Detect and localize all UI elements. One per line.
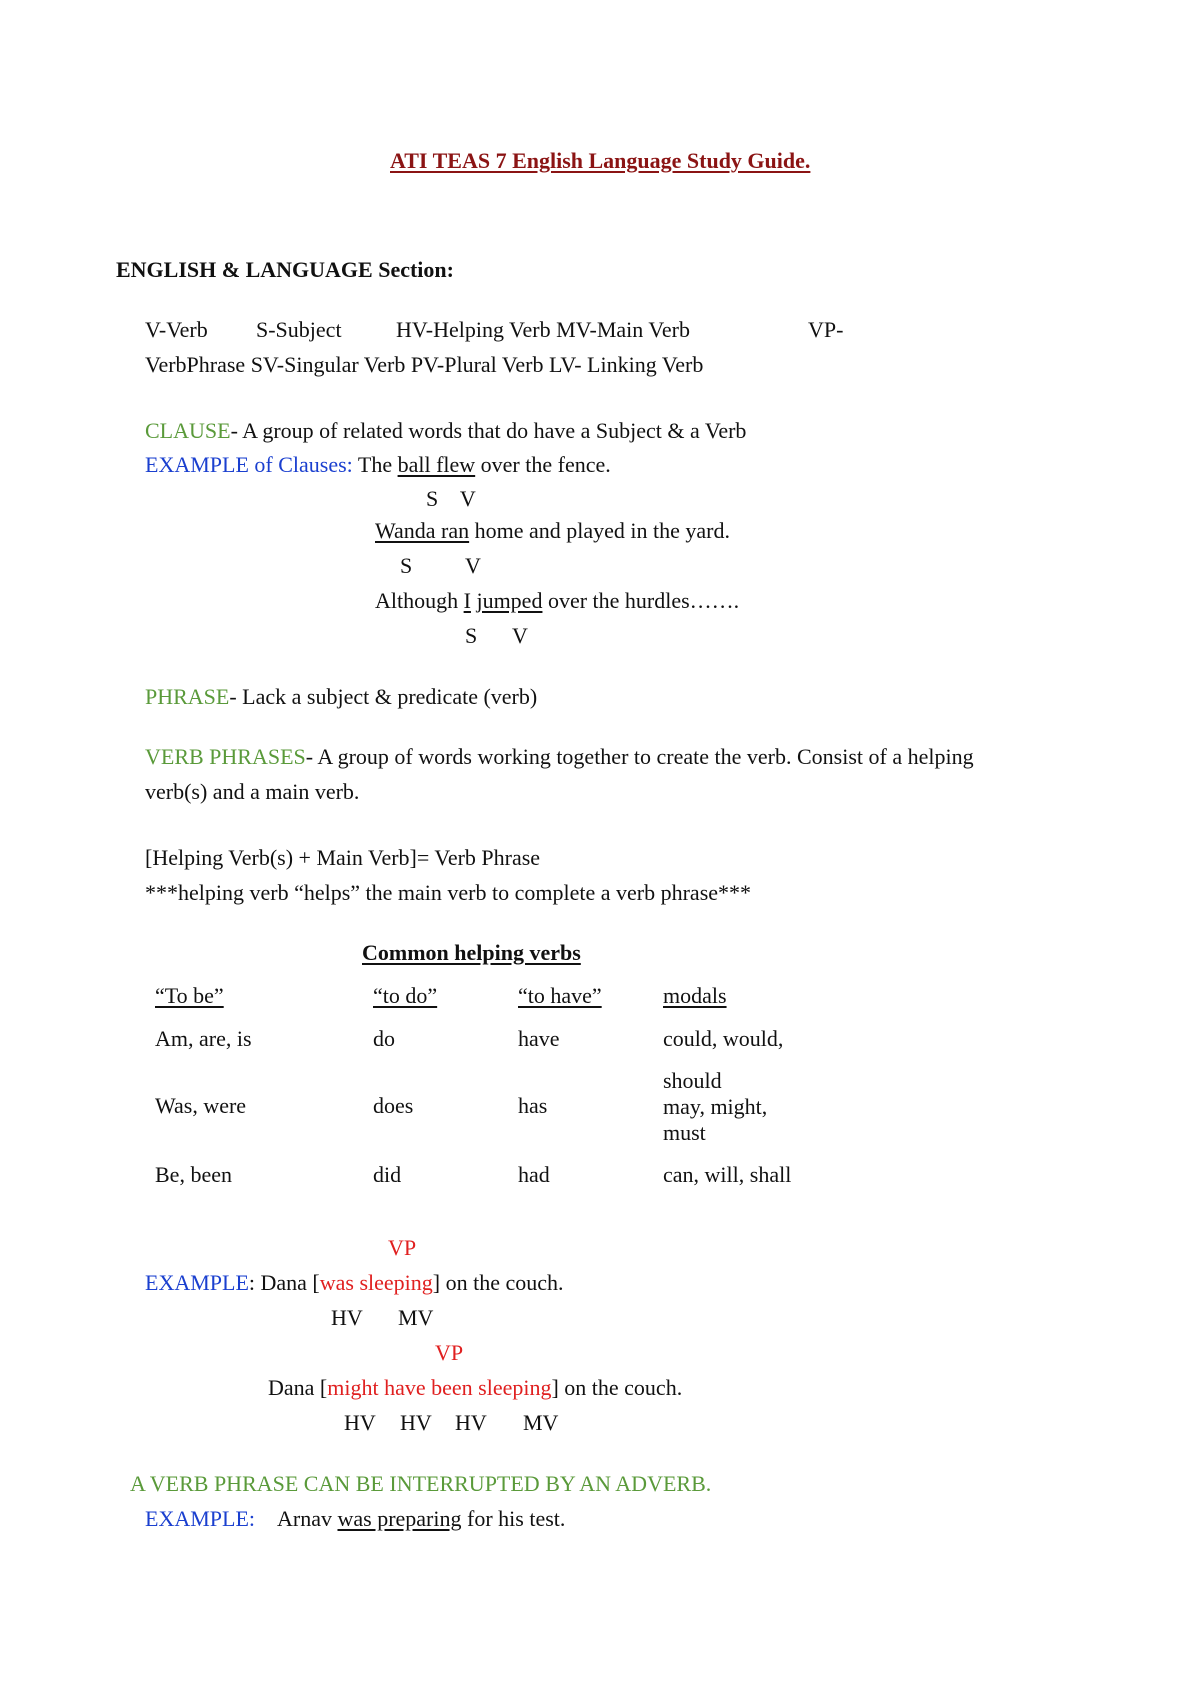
example-1-mv: MV <box>398 1305 434 1330</box>
table-cell: did <box>373 1162 402 1187</box>
table-cell: should may, might, must <box>663 1068 768 1145</box>
example-2-mark: HV <box>455 1410 487 1435</box>
table-cell: can, will, shall <box>663 1162 792 1187</box>
example-1-sentence: EXAMPLE: Dana [was sleeping] on the couch. <box>145 1270 564 1295</box>
example-2-sentence: Dana [might have been sleeping] on the couch. <box>268 1375 683 1400</box>
clause-ex2-mark-v: V <box>465 553 481 578</box>
table-cell: does <box>373 1093 414 1118</box>
clause-ex2-mark-s: S <box>400 553 413 578</box>
table-cell: do <box>373 1026 395 1051</box>
table-header-to-have: “to have” <box>518 983 602 1008</box>
clause-example-3: Although I jumped over the hurdles……. <box>375 588 740 613</box>
clause-ex3-mark-s: S <box>465 623 478 648</box>
abbr-helping-main: HV-Helping Verb MV-Main Verb <box>396 317 690 342</box>
verb-phrase-formula: [Helping Verb(s) + Main Verb]= Verb Phrase <box>145 845 541 870</box>
clause-ex3-mark-v: V <box>512 623 528 648</box>
abbr-vp: VP- <box>808 317 844 342</box>
table-cell: Be, been <box>155 1162 232 1187</box>
table-cell: Am, are, is <box>155 1026 252 1051</box>
example-2-mark: HV <box>400 1410 432 1435</box>
clause-ex1-marks: S V <box>426 486 476 511</box>
example-2-mark: HV <box>344 1410 376 1435</box>
example-2-mark: MV <box>523 1410 559 1435</box>
table-cell: Was, were <box>155 1093 247 1118</box>
vp-label-1: VP <box>388 1235 417 1260</box>
phrase-definition: PHRASE- Lack a subject & predicate (verb) <box>145 684 538 709</box>
abbr-verb: V-Verb <box>145 317 208 342</box>
table-title: Common helping verbs <box>362 940 581 965</box>
helping-verb-note: ***helping verb “helps” the main verb to complete a verb phrase*** <box>145 880 752 905</box>
table-header-to-be: “To be” <box>155 983 224 1008</box>
clause-definition: CLAUSE- A group of related words that do have a Subject & a Verb <box>145 418 747 443</box>
abbr-subject: S-Subject <box>256 317 342 342</box>
table-header-to-do: “to do” <box>373 983 438 1008</box>
clause-example-2: Wanda ran home and played in the yard. <box>375 518 730 543</box>
adverb-rule: A VERB PHRASE CAN BE INTERRUPTED BY AN ADVERB. <box>130 1471 712 1496</box>
example-1-hv: HV <box>331 1305 363 1330</box>
vp-label-2: VP <box>435 1340 464 1365</box>
abbr-line2: VerbPhrase SV-Singular Verb PV-Plural Verb LV- Linking Verb <box>145 352 704 377</box>
verb-phrases-definition: VERB PHRASES- A group of words working together to create the verb. Consist of a helping <box>145 744 974 769</box>
example-3-sentence: EXAMPLE: Arnav was preparing for his test. <box>145 1506 566 1531</box>
table-cell: have <box>518 1026 560 1051</box>
verb-phrases-definition-2: verb(s) and a main verb. <box>145 779 360 804</box>
clause-example-1: EXAMPLE of Clauses: The ball flew over the fence. <box>145 452 611 477</box>
table-header-modals: modals <box>663 983 727 1008</box>
table-cell: had <box>518 1162 550 1187</box>
table-cell: could, would, <box>663 1026 784 1051</box>
table-cell: has <box>518 1093 548 1118</box>
section-heading: ENGLISH & LANGUAGE Section: <box>116 257 454 282</box>
page-title: ATI TEAS 7 English Language Study Guide. <box>390 148 811 173</box>
